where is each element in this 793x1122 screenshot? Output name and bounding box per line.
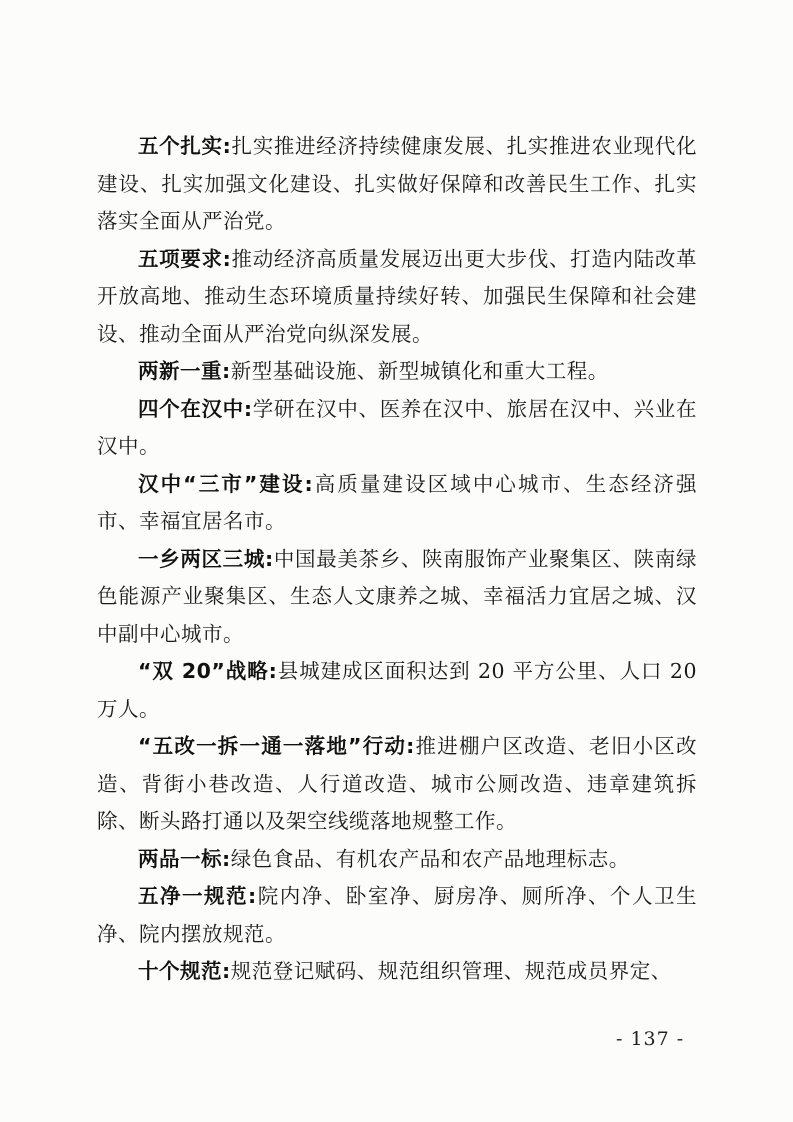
entry-definition: 县城建成区面积达到 20 平方公里、人口 20 万人。 [97,659,697,721]
entry-term: 十个规范: [138,959,231,983]
entry-term: 两品一标: [138,846,231,871]
entry-definition: 院内净、卧室净、厨房净、厕所净、个人卫生净、院内摆放规范。 [97,884,698,946]
entry-term: 五净一规范: [138,884,257,908]
entry-term: 五项要求: [138,246,232,271]
entry-term: 五个扎实: [138,134,232,158]
entry-definition: 推进棚户区改造、老旧小区改造、背街小巷改造、人行道改造、城市公厕改造、违章建筑拆除、断头路打通以及架空线缆落地规整工作。 [97,734,697,833]
glossary-entry [97,728,697,841]
glossary-entry [97,653,697,728]
entry-definition: 中国最美茶乡、陕南服饰产业聚集区、陕南绿色能源产业聚集区、生态人文康养之城、幸福活力宜居之城、汉中副中心城市。 [97,546,698,646]
glossary-entry [97,128,697,241]
entry-definition: 推动经济高质量发展迈出更大步伐、打造内陆改革开放高地、推动生态环境质量持续好转、加强民生保障和社会建设、推动全面从严治党向纵深发展。 [97,246,697,346]
entry-term: “双 20”战略: [138,659,278,683]
entry-definition: 绿色食品、有机农产品和农产品地理标志。 [230,846,630,871]
entry-term: 汉中“三市”建设: [138,471,314,496]
glossary-entry [97,841,697,879]
glossary-entry [97,353,697,391]
entry-term: 四个在汉中: [138,396,253,421]
page-number: - 137 - [616,1028,685,1050]
glossary-entry [97,241,697,354]
entry-definition: 规范登记赋码、规范组织管理、规范成员界定、 [230,959,672,983]
entry-term: “五改一拆一通一落地”行动: [138,734,415,758]
glossary-entry [97,391,697,466]
entry-definition: 高质量建设区域中心城市、生态经济强市、幸福宜居名市。 [97,471,697,533]
glossary-entry [97,541,697,654]
glossary-entry [97,466,697,541]
entry-definition: 新型基础设施、新型城镇化和重大工程。 [230,359,609,383]
glossary-entry [97,953,697,991]
entry-term: 一乡两区三城: [138,546,274,571]
glossary-body [97,128,697,991]
entry-definition: 扎实推进经济持续健康发展、扎实推进农业现代化建设、扎实加强文化建设、扎实做好保障和改善民生工作、扎实落实全面从严治党。 [97,134,697,233]
glossary-entry [97,878,697,953]
entry-definition: 学研在汉中、医养在汉中、旅居在汉中、兴业在汉中。 [97,396,698,458]
entry-term: 两新一重: [138,359,231,383]
